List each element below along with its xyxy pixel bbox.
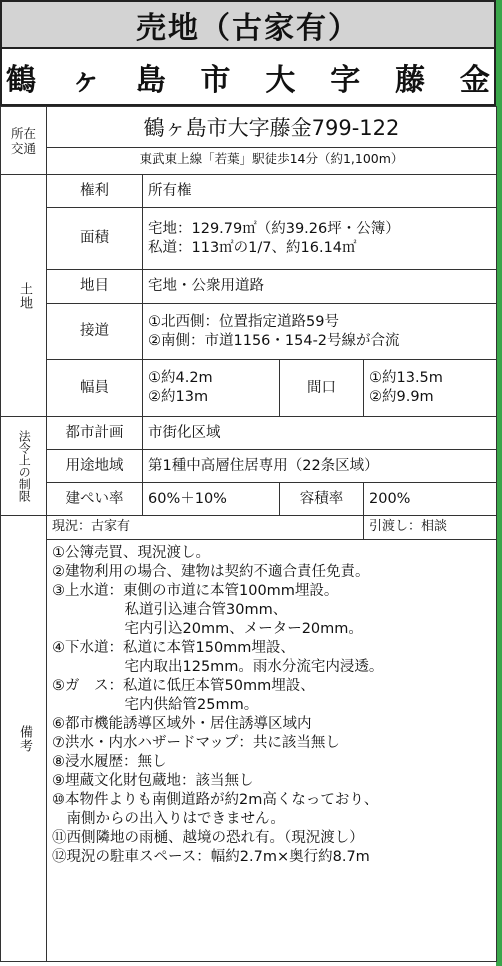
frontage-label: 間口 — [280, 360, 364, 417]
note-line: ⑪西側隣地の雨樋、越境の恐れ有。（現況渡し） — [52, 830, 364, 846]
location-access: 東武東上線「若葉」駅徒歩14分（約1,100m） — [47, 147, 496, 170]
address-banner — [0, 49, 496, 106]
road-label: 接道 — [47, 304, 143, 360]
frontage-line: ①約13.5m — [369, 370, 443, 387]
address-banner-char: 金 — [459, 62, 490, 98]
note-line: ②建物利用の場合、建物は契約不適合責任免責。 — [52, 564, 370, 580]
coverage-value: 60%＋10% — [143, 483, 280, 516]
coverage-label: 建ぺい率 — [47, 483, 143, 516]
rights-label: 権利 — [47, 175, 143, 208]
remarks-notes — [47, 540, 497, 962]
note-line: 私道引込連合管30mm、 — [52, 602, 288, 618]
land-use-row — [1, 270, 497, 304]
address-banner-char: 字 — [330, 62, 361, 98]
city-plan-value: 市街化区域 — [143, 417, 497, 450]
location-row — [1, 107, 497, 175]
note-line: ⑩本物件よりも南側道路が約2m高くなっており、 — [52, 792, 379, 808]
location-category: 所在 交通 — [1, 107, 47, 175]
width-value — [143, 360, 280, 417]
width-label: 幅員 — [47, 360, 143, 417]
note-line: 宅内引込20mm、メーター20mm。 — [52, 621, 363, 637]
location-address: 鶴ヶ島市大字藤金799-122 — [143, 116, 400, 141]
frontage-line: ②約9.9m — [369, 389, 434, 405]
address-banner-char: ヶ — [70, 62, 101, 98]
address-banner-char: 藤 — [395, 62, 426, 98]
note-line: ⑦洪水・内水ハザードマップ：共に該当無し — [52, 735, 340, 751]
zone-row — [1, 450, 497, 483]
remarks-status-row — [1, 516, 497, 540]
note-line: ⑧浸水履歴：無し — [52, 754, 167, 770]
address-banner-char: 鶴 — [6, 62, 36, 98]
land-category: 土地 — [1, 175, 47, 417]
area-line: 宅地：129.79㎡（約39.26坪・公簿） — [148, 220, 400, 237]
note-line: 南側からの出入りはできません。 — [52, 811, 285, 827]
rights-value: 所有権 — [143, 175, 497, 208]
note-line: ⑫現況の駐車スペース：幅約2.7m×奥行約8.7m — [52, 849, 370, 865]
area-value — [143, 208, 497, 270]
land-rights-row — [1, 175, 497, 208]
location-cell — [47, 107, 497, 175]
remarks-notes-row — [1, 540, 497, 962]
area-line: 私道：113㎡の1/7、約16.14㎡ — [148, 239, 357, 256]
address-banner-char: 市 — [200, 62, 231, 98]
remarks-delivery: 引渡し：相談 — [364, 516, 497, 540]
width-line: ②約13m — [148, 389, 209, 405]
remarks-category: 備考 — [1, 516, 47, 962]
far-label: 容積率 — [280, 483, 364, 516]
road-line: ①北西側：位置指定道路59号 — [148, 313, 339, 330]
note-line: 宅内供給管25mm。 — [52, 697, 259, 713]
road-value — [143, 304, 497, 360]
city-plan-label: 都市計画 — [47, 417, 143, 450]
address-banner-char: 大 — [265, 62, 296, 98]
width-line: ①約4.2m — [148, 370, 213, 387]
note-line: 宅内取出125mm。雨水分流宅内浸透。 — [52, 659, 384, 675]
note-line: ⑨埋蔵文化財包蔵地：該当無し — [52, 773, 254, 789]
address-banner-char: 島 — [135, 62, 166, 98]
frontage-value — [364, 360, 497, 417]
zone-value: 第1種中高層住居専用（22条区域） — [143, 450, 497, 483]
land-area-row — [1, 208, 497, 270]
road-line: ②南側：市道1156・154-2号線が合流 — [148, 332, 400, 349]
land-width-row — [1, 360, 497, 417]
land-use-value: 宅地・公衆用道路 — [143, 270, 497, 304]
coverage-row — [1, 483, 497, 516]
far-value: 200% — [364, 483, 497, 516]
note-line: ①公簿売買、現況渡し。 — [52, 545, 210, 561]
legal-category: 法令上の制限 — [1, 417, 47, 516]
note-line: ③上水道：東側の市道に本管100mm埋設。 — [52, 583, 339, 599]
land-road-row — [1, 304, 497, 360]
note-line: ⑥都市機能誘導区域外・居住誘導区域内 — [52, 716, 312, 732]
land-use-label: 地目 — [47, 270, 143, 304]
property-table — [0, 106, 497, 962]
page-title: 売地（古家有） — [0, 0, 496, 49]
note-line: ⑤ガ ス：私道に低圧本管50mm埋設、 — [52, 678, 315, 694]
remarks-status: 現況：古家有 — [47, 516, 364, 540]
city-plan-row — [1, 417, 497, 450]
area-label: 面積 — [47, 208, 143, 270]
note-line: ④下水道：私道に本管150mm埋設、 — [52, 640, 295, 656]
zone-label: 用途地域 — [47, 450, 143, 483]
